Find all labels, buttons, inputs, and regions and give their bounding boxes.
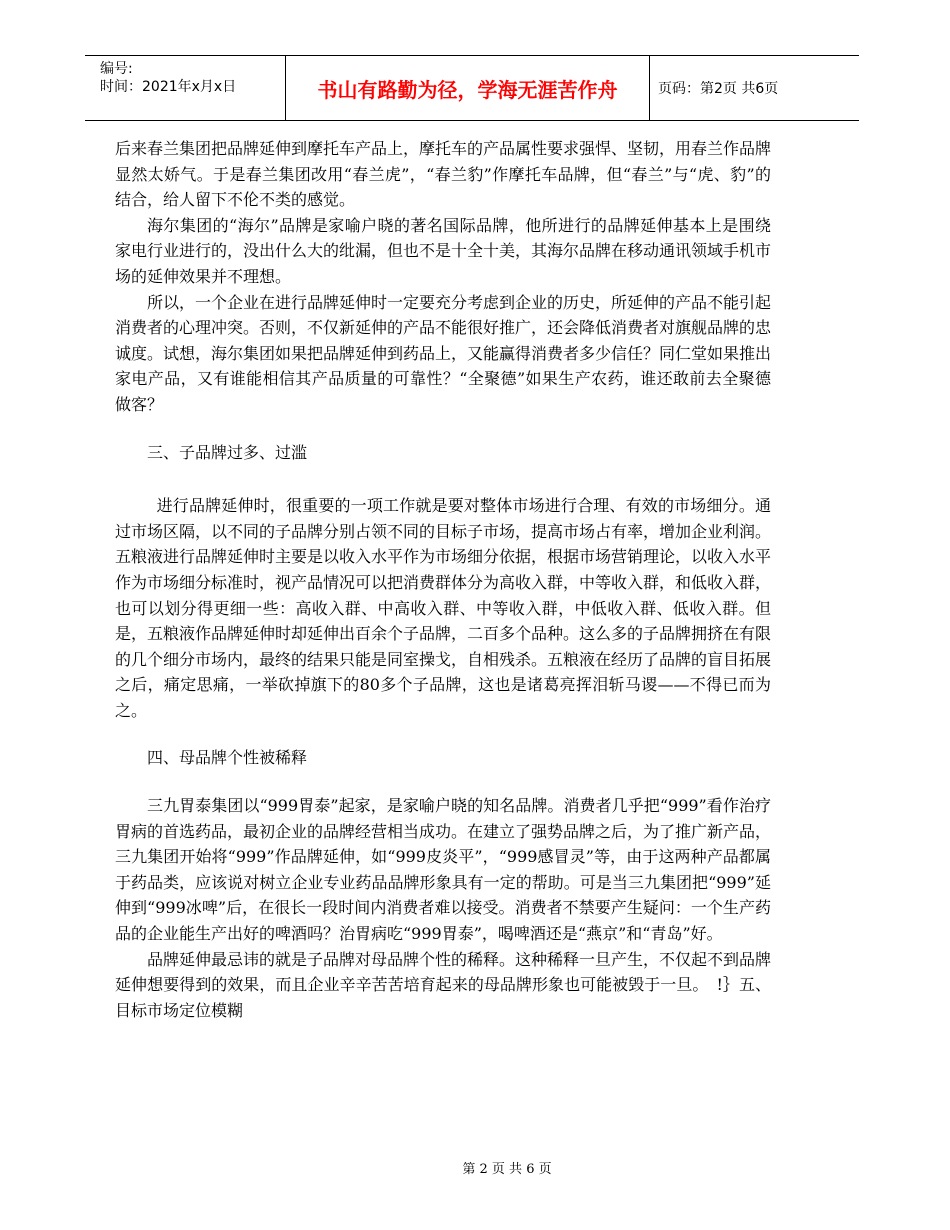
section-heading-3: 三、子品牌过多、过滥: [147, 442, 308, 462]
section-heading-4: 四、母品牌个性被稀释: [147, 748, 308, 768]
page-footer: 第 2 页 共 6 页: [462, 1162, 552, 1177]
paragraph-6: 品牌延伸最忌讳的就是子品牌对母品牌个性的稀释。这种稀释一旦产生，不仅起不到品牌延伸想要得到的效果，而且企业辛辛苦苦培育起来的母品牌形象也可能被毁于一旦。 !｝五、目标市场定位模糊: [115, 949, 772, 1020]
header-page-label: 页码：第2页 共6页: [658, 81, 779, 97]
paragraph-1: 后来春兰集团把品牌延伸到摩托车产品上，摩托车的产品属性要求强悍、坚韧，用春兰作品牌显然太娇气。于是春兰集团改用“春兰虎”，“春兰豹”作摩托车品牌，但“春兰”与“虎、豹”的结合，给人留下不伦不类的感觉。: [115, 139, 772, 210]
paragraph-4: 进行品牌延伸时，很重要的一项工作就是要对整体市场进行合理、有效的市场细分。通过市场区隔，以不同的子品牌分别占领不同的目标子市场，提高市场占有率，增加企业利润。五粮液进行品牌延伸时主要是以收入水平作为市场细分依据，根据市场营销理论，以收入水平作为市场细分标准时，视产品情况可以把消费群体分为高收入群，中等收入群，和低收入群，也可以划分得更细一些：高收入群、中高收入群、中等收入群，中低收入群、低收入群。但是，五粮液作品牌延伸时却延伸出百余个子品牌，二百多个品种。这么多的子品牌拥挤在有限的几个细分市场内，最终的结果只能是同室操戈，自相残杀。五粮液在经历了品牌的盲目拓展之后，痛定思痛，一举砍掉旗下的80多个子品牌，这也是诸葛亮挥泪斩马谡——不得已而为之。: [115, 496, 772, 720]
paragraph-2: 海尔集团的“海尔”品牌是家喻户晓的著名国际品牌，他所进行的品牌延伸基本上是围绕家电行业进行的，没出什么大的纰漏，但也不是十全十美，其海尔品牌在移动通讯领域手机市场的延伸效果并不理想。: [115, 215, 772, 286]
number-label: 编号:: [100, 61, 133, 77]
paragraph-3: 所以，一个企业在进行品牌延伸时一定要充分考虑到企业的历史，所延伸的产品不能引起消费者的心理冲突。否则，不仅新延伸的产品不能很好推广，还会降低消费者对旗舰品牌的忠诚度。试想，海尔集团如果把品牌延伸到药品上，又能赢得消费者多少信任？同仁堂如果推出家电产品，又有谁能相信其产品质量的可靠性？“全聚德”如果生产农药，谁还敢前去全聚德做客？: [115, 292, 772, 414]
header-info-cell: [85, 56, 286, 120]
header-motto: 书山有路勤为径，学海无涯苦作舟: [286, 56, 650, 120]
document-header: [85, 55, 859, 121]
paragraph-5: 三九胃泰集团以“999胃泰”起家，是家喻户晓的知名品牌。消费者几乎把“999”看作治疗胃病的首选药品，最初企业的品牌经营相当成功。在建立了强势品牌之后，为了推广新产品，三九集团开始将“999”作品牌延伸，如“999皮炎平”，“999感冒灵”等，由于这两种产品都属于药品类，应该说对树立企业专业药品品牌形象具有一定的帮助。可是当三九集团把“999”延伸到“999冰啤”后，在很长一段时间内消费者难以接受。消费者不禁要产生疑问：一个生产药品的企业能生产出好的啤酒吗？治胃病吃“999胃泰”，喝啤酒还是“燕京”和“青岛”好。: [115, 796, 772, 944]
document-body: [115, 136, 771, 1023]
time-label: 时间：2021年x月x日: [100, 79, 237, 95]
